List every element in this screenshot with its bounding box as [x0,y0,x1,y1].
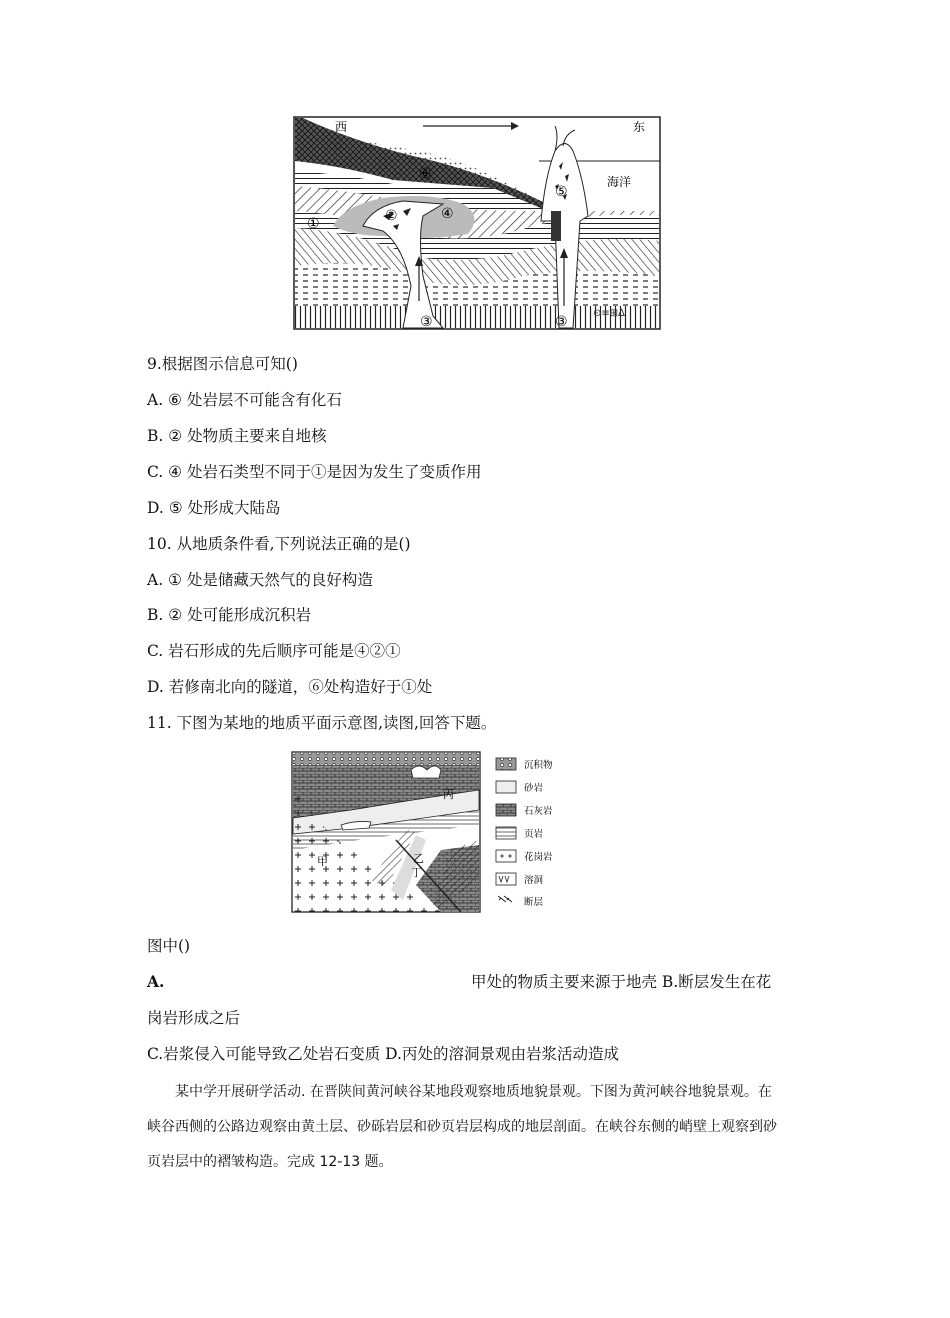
mark-2: ② [385,208,398,224]
q9-option-a: A. ⑥ 处岩层不可能含有化石 [147,391,342,409]
q10-option-a: A. ① 处是储藏天然气的良好构造 [147,571,373,589]
q9-option-d: D. ⑤ 处形成大陆岛 [147,499,281,517]
east-label: 东 [633,120,646,134]
q10-option-c: C. 岩石形成的先后顺序可能是④②① [147,642,401,660]
geologic-plan-figure [291,750,561,914]
legend [496,758,553,908]
passage [147,1075,817,1180]
legend-cave: 溶洞 [524,875,544,886]
legend-limestone: 石灰岩 [524,806,553,817]
label-ding: 丁 [411,866,422,879]
west-label: 西 [335,120,348,134]
mark-5: ⑤ [555,184,568,200]
q10-option-d: D. 若修南北向的隧道，⑥处构造好于①处 [147,678,433,696]
label-yi: 乙 [413,852,424,865]
label-jia: 甲 [317,855,328,868]
geologic-cross-section-figure [293,116,663,332]
mark-4: ④ [441,206,454,222]
q9-stem: 9.根据图示信息可知() [147,355,298,373]
legend-sandstone: 砂岩 [524,783,544,794]
mark-6: ⑥ [419,166,432,182]
legend-shale: 页岩 [524,829,544,840]
q10-option-b: B. ② 处可能形成沉积岩 [147,606,312,624]
mark-1: ① [307,216,320,232]
q9-option-b: B. ② 处物质主要来自地核 [147,427,327,445]
passage-line-2: 峡谷西侧的公路边观察由黄土层、砂砾岩层和砂页岩层构成的地层剖面。在峡谷东侧的峭壁上观察到砂 [147,1119,777,1135]
passage-line-1: 某中学开展研学活动. 在晋陕间黄河峡谷某地段观察地质地貌景观。下图为黄河峡谷地貌景观。在 [175,1084,772,1100]
corner-symbols: ⊙≡⊞∆ [593,308,625,319]
q9-option-c: C. ④ 处岩石类型不同于①是因为发生了变质作用 [147,463,482,481]
q11-prompt: 图中() [147,937,191,955]
legend-sediment: 沉积物 [524,760,553,771]
mark-3b: ③ [555,314,568,330]
q11-option-c-d: C.岩浆侵入可能导致乙处岩石变质 D.丙处的溶洞景观由岩浆活动造成 [147,1045,619,1063]
q10-stem: 10. 从地质条件看,下列说法正确的是() [147,535,411,553]
legend-fault: 断层 [524,897,544,908]
passage-line-3: 页岩层中的褶皱构造。完成 12-13 题。 [147,1154,393,1170]
q11-option-a-letter: A. [147,972,165,991]
q11-stem: 11. 下图为某地的地质平面示意图,读图,回答下题。 [147,714,497,732]
label-bing: 丙 [443,788,454,801]
q11-option-a-b: 甲处的物质主要来源于地壳 B.断层发生在花 [471,973,772,991]
mark-3a: ③ [420,314,433,330]
q11-option-b-continued: 岗岩形成之后 [147,1009,241,1027]
legend-granite: 花岗岩 [524,852,553,863]
ocean-label: 海洋 [607,175,632,189]
